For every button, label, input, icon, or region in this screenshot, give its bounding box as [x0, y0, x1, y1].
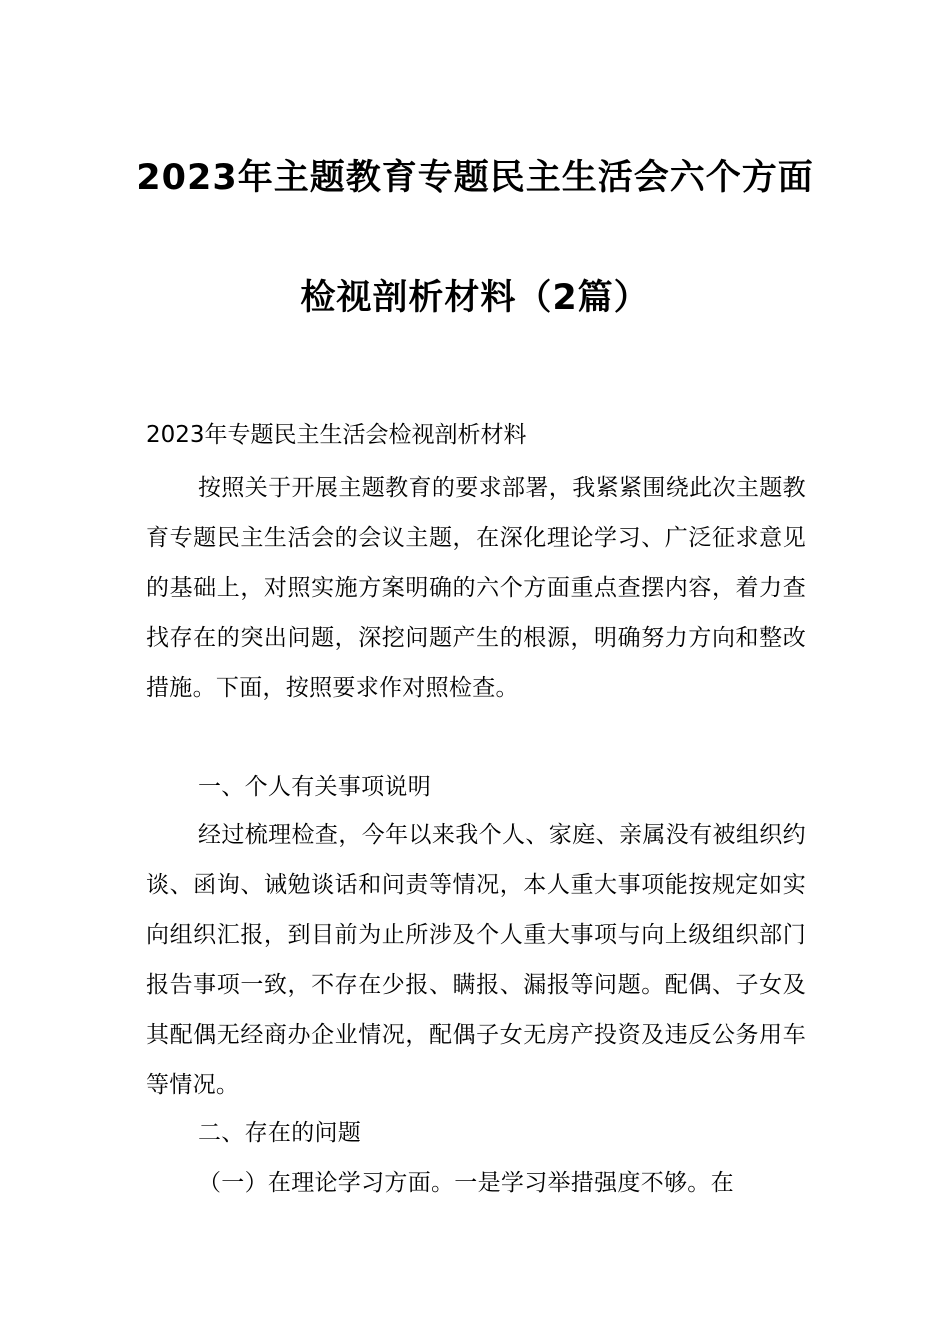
document-title-line-2: 检视剖析材料（2篇）	[300, 278, 650, 318]
section-2-paragraph: （一）在理论学习方面。一是学习举措强度不够。在	[198, 1170, 734, 1196]
document-title-line-1: 2023年主题教育专题民主生活会六个方面	[136, 158, 814, 198]
intro-paragraph: 按照关于开展主题教育的要求部署，我紧紧围绕此次主题教育专题民主生活会的会议主题，在深化理论学习、广泛征求意见的基础上，对照实施方案明确的六个方面重点查摆内容，着力查找存在的突出问题，深挖问题产生的根源，明确努力方向和整改措施。下面，按照要求作对照检查。	[146, 475, 806, 701]
section-1-heading: 一、个人有关事项说明	[198, 774, 431, 800]
document-subtitle: 2023年专题民主生活会检视剖析材料	[146, 422, 527, 448]
section-2-heading: 二、存在的问题	[198, 1120, 362, 1146]
section-1-paragraph: 经过梳理检查，今年以来我个人、家庭、亲属没有被组织约谈、函询、诫勉谈话和问责等情况，本人重大事项能按规定如实向组织汇报，到目前为止所涉及个人重大事项与向上级组织部门报告事项一致，不存在少报、瞒报、漏报等问题。配偶、子女及其配偶无经商办企业情况，配偶子女无房产投资及违反公务用车等情况。	[146, 822, 806, 1098]
